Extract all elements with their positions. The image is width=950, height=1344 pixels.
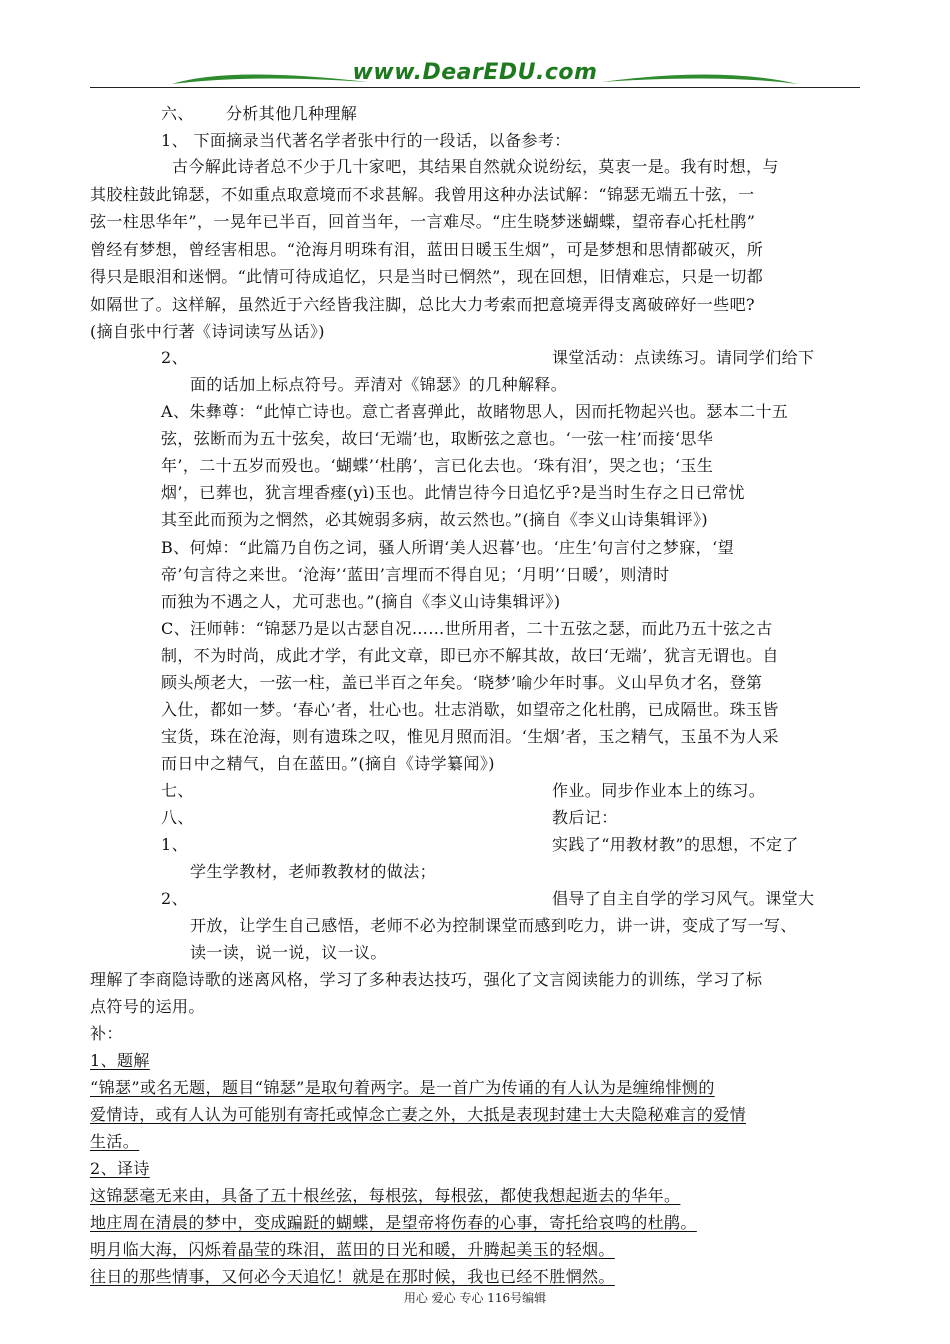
header-rule	[90, 87, 860, 88]
quote-line: 其胶柱鼓此锦瑟，不如重点取意境而不求甚解。我曾用这种办法试解：“锦瑟无端五十弦，一	[90, 185, 755, 204]
translation-line: 地庄周在清晨的梦中，变成蹁跹的蝴蝶，是望帝将伤春的心事，寄托给哀鸣的杜鹃。	[90, 1213, 697, 1232]
interpretation-c-line: 而日中之精气，自在蓝田。”(摘自《诗学纂闻》)	[161, 754, 495, 773]
interpretation-a-line: 年’，二十五岁而殁也。‘蝴蝶’‘杜鹃’，言已化去也。‘珠有泪’，哭之也；‘玉生	[161, 456, 714, 475]
item-1-intro: 1、 下面摘录当代著名学者张中行的一段话，以备参考：	[161, 131, 571, 150]
section-8-title: 教后记：	[552, 808, 618, 827]
section-8-number: 八、	[161, 808, 194, 827]
section-6-title: 分析其他几种理解	[226, 104, 358, 123]
title-explanation-line: 爱情诗，或有人认为可能别有寄托或悼念亡妻之外，大抵是表现封建士大夫隐秘难言的爱情	[90, 1105, 747, 1124]
section-6-number: 六、	[161, 104, 194, 123]
reflection-2-continuation: 开放，让学生自己感悟，老师不必为控制课堂而感到吃力，讲一讲，变成了写一写、	[190, 916, 797, 935]
page-footer: 用心 爱心 专心 116号编辑	[403, 1291, 547, 1305]
reflection-1-continuation: 学生学教材，老师教教材的做法；	[190, 862, 437, 881]
interpretation-b-line: B、何焯：“此篇乃自伤之词，骚人所谓‘美人迟暮’也。‘庄生’句言付之梦寐，‘望	[161, 538, 734, 557]
supplement-label: 补：	[90, 1024, 123, 1043]
reflection-3-line: 理解了李商隐诗歌的迷离风格，学习了多种表达技巧，强化了文言阅读能力的训练，学习了标	[90, 970, 763, 989]
interpretation-b-line: 帝’句言待之来世。‘沧海’‘蓝田’言埋而不得自见；‘月明’‘日暖’，则清时	[161, 565, 670, 584]
section-7-text: 作业。同步作业本上的练习。	[552, 781, 766, 800]
item-2-continuation: 面的话加上标点符号。弄清对《锦瑟》的几种解释。	[190, 375, 568, 394]
supplement-heading-2: 2、译诗	[90, 1159, 150, 1178]
item-2-number: 2、	[161, 348, 188, 367]
translation-line: 明月临大海，闪烁着晶莹的珠泪，蓝田的日光和暖，升腾起美玉的轻烟。	[90, 1240, 615, 1259]
interpretation-c-line: 顾头颅老大，一弦一柱，盖已半百之年矣。‘晓梦’喻少年时事。义山早负才名，登第	[161, 673, 763, 692]
section-7-number: 七、	[161, 781, 194, 800]
supplement-heading-1: 1、题解	[90, 1051, 150, 1070]
page-header	[90, 58, 860, 92]
translation-line: 往日的那些情事，又何必今天追忆！就是在那时候，我也已经不胜惘然。	[90, 1267, 615, 1286]
interpretation-b-line: 而独为不遇之人，尤可悲也。”(摘自《李义山诗集辑评》)	[161, 592, 561, 611]
interpretation-c-line: C、汪师韩：“锦瑟乃是以古瑟自况……世所用者，二十五弦之瑟，而此乃五十弦之古	[161, 619, 773, 638]
reflection-2-text: 倡导了自主自学的学习风气。课堂大	[552, 889, 815, 908]
quote-line: 古今解此诗者总不少于几十家吧，其结果自然就众说纷纭，莫衷一是。我有时想，与	[172, 157, 779, 176]
reflection-3-line: 点符号的运用。	[90, 997, 205, 1016]
site-logo[interactable]: www.DearEDU.com	[352, 60, 598, 85]
title-explanation-line: “锦瑟”或名无题，题目“锦瑟”是取句着两字。是一首广为传诵的有人认为是缠绵悱恻的	[90, 1078, 715, 1097]
reflection-1-number: 1、	[161, 835, 188, 854]
interpretation-a-line: 其至此而预为之惘然，必其婉弱多病，故云然也。”(摘自《李义山诗集辑评》)	[161, 510, 709, 529]
translation-line: 这锦瑟毫无来由，具备了五十根丝弦，每根弦，每根弦，都使我想起逝去的华年。	[90, 1186, 681, 1205]
interpretation-c-line: 宝货，珠在沧海，则有遗珠之叹，惟见月照而泪。‘生烟’者，玉之精气，玉虽不为人采	[161, 727, 779, 746]
reflection-2-continuation: 读一读，说一说，议一议。	[190, 943, 387, 962]
reflection-2-number: 2、	[161, 889, 188, 908]
interpretation-a-line: A、朱彝尊：“此悼亡诗也。意亡者喜弹此，故睹物思人，因而托物起兴也。瑟本二十五	[161, 402, 789, 421]
quote-line: 如隔世了。这样解，虽然近于六经皆我注脚，总比大力考索而把意境弄得支离破碎好一些吧?	[90, 295, 755, 314]
interpretation-c-line: 制，不为时尚，成此才学，有此文章，即已亦不解其故，故曰‘无端’，犹言无谓也。自	[161, 646, 779, 665]
interpretation-a-line: 弦，弦断而为五十弦矣，故曰‘无端’也，取断弦之意也。‘一弦一柱’而接‘思华	[161, 429, 714, 448]
title-explanation-line: 生活。	[90, 1132, 140, 1151]
item-2-text: 课堂活动：点读练习。请同学们给下	[552, 348, 815, 367]
quote-line: 曾经有梦想，曾经害相思。“沧海月明珠有泪，蓝田日暖玉生烟”，可是梦想和思情都破灭，所	[90, 240, 764, 259]
quote-source: (摘自张中行著《诗词读写丛话》)	[90, 322, 325, 341]
reflection-1-text: 实践了“用教材教”的思想，不定了	[552, 835, 799, 854]
interpretation-a-line: 烟’，已葬也，犹言埋香瘗(yì)玉也。此情岂待今日追忆乎?是当时生存之日已常忧	[161, 483, 745, 502]
quote-line: 弦一柱思华年”，一晃年已半百，回首当年，一言难尽。“庄生晓梦迷蝴蝶，望帝春心托杜鹃”	[90, 212, 756, 231]
interpretation-c-line: 入仕，都如一梦。‘春心’者，壮心也。壮志消歇，如望帝之化杜鹃，已成隔世。珠玉皆	[161, 700, 779, 719]
quote-line: 得只是眼泪和迷惘。“此情可待成追忆，只是当时已惘然”，现在回想，旧情难忘，只是一切都	[90, 267, 764, 286]
